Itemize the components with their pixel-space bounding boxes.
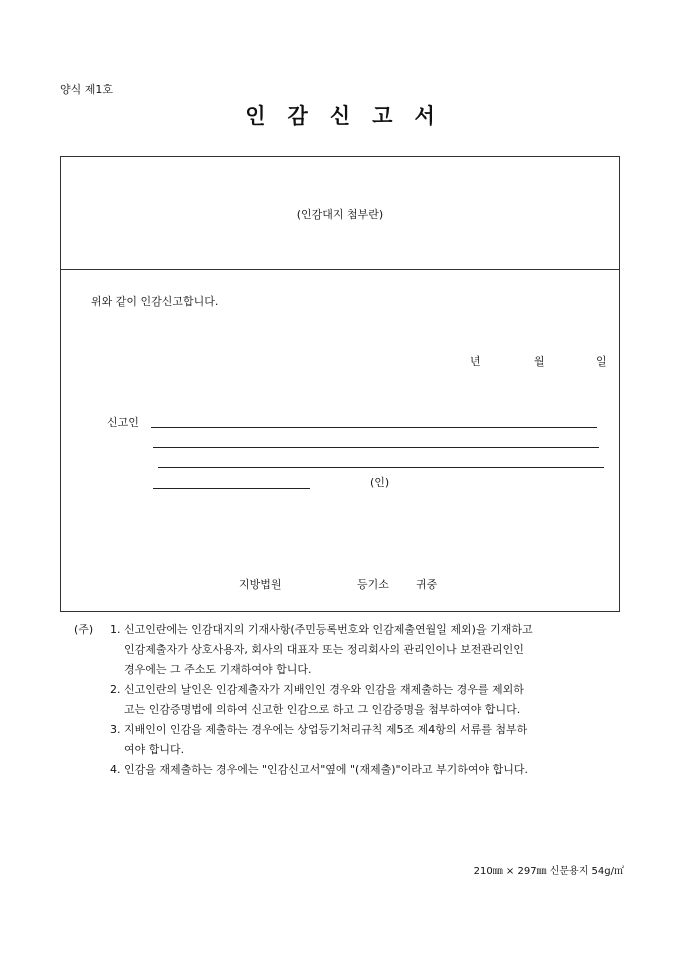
note-item (74, 720, 626, 760)
title-char: 감 (287, 103, 308, 128)
seal-attach-area: (인감대지 첨부란) (296, 208, 384, 221)
form-box (60, 156, 620, 612)
note-line: 신고인란에는 인감대지의 기재사항(주민등록번호와 인감제출연월일 제외)을 기재하고 (124, 623, 533, 636)
note-line: 지배인이 인감을 제출하는 경우에는 상업등기처리규칙 제5조 제4항의 서류를 첨부하 (124, 723, 528, 736)
declaration-statement: 위와 같이 인감신고합니다. (91, 295, 219, 308)
note-line: 여야 합니다. (124, 743, 185, 756)
notes (74, 620, 626, 780)
recipient-label: 귀중 (416, 578, 438, 591)
date-year-label: 년 (470, 355, 481, 368)
note-text (124, 620, 626, 680)
date-day-label: 일 (596, 355, 607, 368)
note-number: 3. (110, 723, 121, 736)
title-char: 신 (329, 103, 351, 128)
note-line: 신고인란의 날인은 인감제출자가 지배인인 경우와 인감을 재제출하는 경우를 제외하 (124, 683, 524, 696)
note-line: 경우에는 그 주소도 기재하여야 합니다. (124, 663, 312, 676)
seal-mark: (인) (370, 476, 390, 489)
registry-label: 등기소 (357, 578, 389, 591)
applicant-line-2[interactable] (153, 447, 599, 448)
form-divider (60, 269, 620, 270)
note-item (74, 620, 626, 680)
note-number: 4. (110, 763, 121, 776)
form-number: 양식 제1호 (60, 83, 113, 96)
note-number: 2. (110, 683, 121, 696)
applicant-line-1[interactable] (151, 427, 597, 428)
note-line: 고는 인감증명법에 의하여 신고한 인감으로 하고 그 인감증명을 첨부하여야 합니다. (124, 703, 521, 716)
document-title (0, 100, 680, 130)
title-char: 고 (372, 103, 393, 128)
note-item (74, 680, 626, 720)
note-line: 인감을 재제출하는 경우에는 "인감신고서"옆에 "(재제출)"이라고 부기하여야 합니다. (124, 763, 528, 776)
note-text (124, 720, 626, 760)
applicant-line-3[interactable] (158, 467, 604, 468)
title-char: 인 (245, 103, 266, 128)
applicant-label: 신고인 (107, 416, 139, 429)
paper-spec: 210㎜ × 297㎜ 신문용지 54g/㎡ (473, 866, 624, 877)
date-month-label: 월 (534, 355, 545, 368)
note-number: 1. (110, 623, 121, 636)
note-text (124, 760, 626, 780)
note-item (74, 760, 626, 780)
title-char: 서 (414, 103, 435, 128)
district-court-label: 지방법원 (239, 578, 282, 591)
notes-prefix: (주) (74, 623, 94, 636)
note-line: 인감제출자가 상호사용자, 회사의 대표자 또는 정리회사의 관리인이나 보전관리인인 (124, 643, 524, 656)
applicant-line-4[interactable] (153, 488, 310, 489)
note-text (124, 680, 626, 720)
